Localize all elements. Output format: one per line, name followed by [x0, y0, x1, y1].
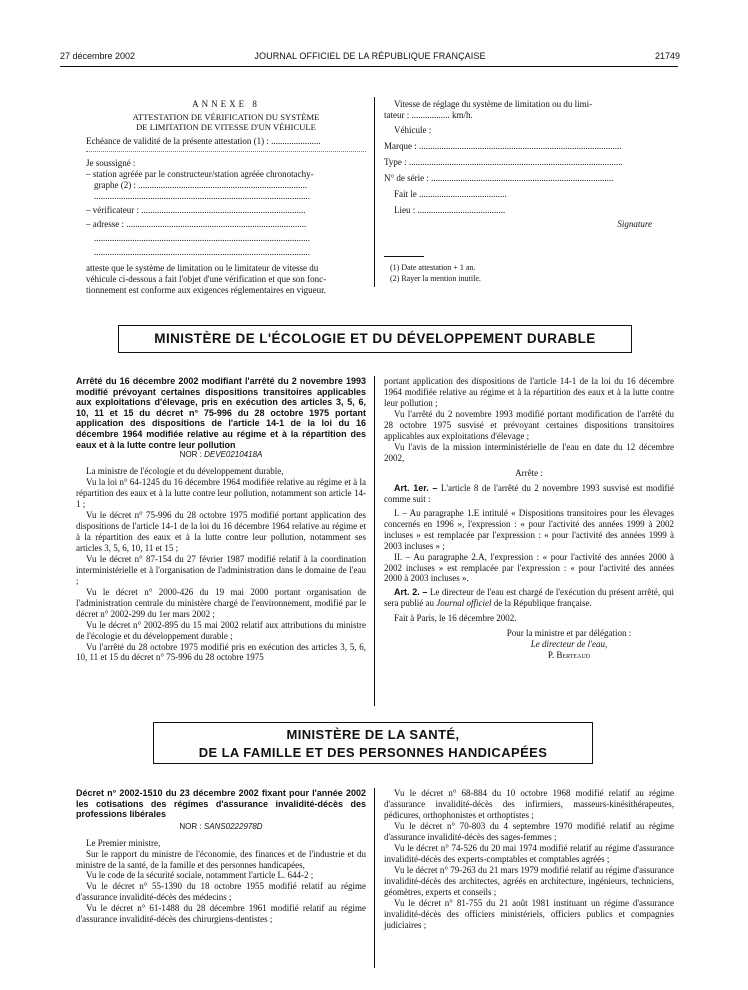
arrete-para-arrete-1993: Vu l'arrêté du 2 novembre 1993 modifié portant modification de l'arrêté du 28 octobre 1975 susvisé et prévoyant certaines dispositions transitoires applicables aux exploitations d'élevage ;	[384, 408, 674, 441]
ministry-title-ecologie: MINISTÈRE DE L'ÉCOLOGIE ET DU DÉVELOPPEMENT DURABLE	[154, 331, 596, 346]
annexe-type: Type : ...............................................................................................	[384, 156, 623, 167]
arrete-fait-a-paris: Fait à Paris, le 16 décembre 2002.	[394, 613, 517, 624]
annexe-title: ANNEXE 8	[192, 99, 260, 109]
arrete-article-1-ii: II. – Au paragraphe 2.A, l'expression : « pour l'activité des années 2000 à 2002 incluses » est remplacée par l'expression : « pour l'activité des années 2000 à 2003 incluses ».	[384, 551, 674, 584]
annexe-lieu: Lieu : .......................................	[394, 204, 506, 215]
arrete-article-2	[384, 587, 674, 609]
annexe-separator	[86, 151, 366, 152]
arrete-article-1-i: I. – Au paragraphe 1.E intitulé « Dispositions transitoires pour les élevages concernés en 1996 », l'expression : « pour l'activité des années 1999 à 2002 incluses » est remplacée par l'expression : « pour l'activité des années 1999 à 2003 incluses » ;	[384, 507, 674, 551]
article-1-label: Art. 1er. –	[394, 482, 438, 493]
decret-para-61-1488: Vu le décret n° 61-1488 du 28 décembre 1961 modifié relatif au régime d'assurance invalidité-décès des chirurgiens-dentistes ;	[76, 903, 366, 925]
decret-para-70-803: Vu le décret n° 70-803 du 4 septembre 1970 modifié relatif au régime d'assurance invalidité-décès des sages-femmes ;	[384, 820, 674, 842]
annexe-dots-1: ................................................................................................	[94, 190, 310, 201]
arrete-left-column	[76, 376, 366, 663]
arrete-signatory: P. Berteaud	[547, 650, 591, 661]
arrete-title: Arrêté du 16 décembre 2002 modifiant l'arrêté du 2 novembre 1993 modifié prévoyant certaines dispositions transitoires applicables aux exploitations d'élevage, pris en exécution des articles 3, 5, 6, 10, 11 et 15 du décret n° 75-996 du 28 octobre 1975 portant application des dispositions de l'article 14-1 de la loi du 16 décembre 1964 modifiée relative au régime et à la répartition des eaux et à la lutte contre leur pollution	[76, 376, 366, 450]
decret-para-79-263: Vu le décret n° 79-263 du 21 mars 1979 modifié relatif au régime d'assurance invalidité-décès des architectes, agréés en architecture, ingénieurs, techniciens, géomètres, experts et conseils ;	[384, 864, 674, 897]
decret-para-premier-ministre: Le Premier ministre,	[86, 837, 161, 848]
decret-para-rapport: Sur le rapport du ministre de l'économie, des finances et de l'industrie et du ministre de la santé, de la famille et des personnes handicapées,	[76, 848, 366, 870]
annexe-subtitle-2: DE LIMITATION DE VITESSE D'UN VÉHICULE	[136, 122, 316, 133]
arrete-para-arrete-1975: Vu l'arrêté du 28 octobre 1975 modifié pris en exécution des articles 3, 5, 6, 10, 11 et 15 du décret n° 75-996 du 28 octobre 1975	[76, 641, 366, 663]
column-divider-3	[374, 788, 375, 968]
header-rule	[60, 66, 678, 67]
ministry-title-sante-2: DE LA FAMILLE ET DES PERSONNES HANDICAPÉES	[198, 745, 548, 761]
annexe-subtitle-1: ATTESTATION DE VÉRIFICATION DU SYSTÈME	[132, 111, 320, 122]
decret-right-column	[384, 788, 674, 931]
header-page-number: 21749	[654, 51, 680, 61]
annexe-footnote-1: (1) Date attestation + 1 an.	[390, 262, 476, 272]
header-journal-title: JOURNAL OFFICIEL DE LA RÉPUBLIQUE FRANÇAISE	[254, 51, 486, 61]
annexe-serie: N° de série : .................................................................................	[384, 172, 614, 183]
column-divider-2	[374, 376, 375, 706]
annexe-adresse: – adresse : ................................................................................	[86, 218, 307, 229]
decret-left-column	[76, 788, 366, 925]
annexe-vehicule: Véhicule :	[394, 124, 432, 135]
decret-para-55-1390: Vu le décret n° 55-1390 du 18 octobre 1955 modifié relatif au régime d'assurance invalidité-décès des médecins ;	[76, 881, 366, 903]
arrete-para-decret-2000: Vu le décret n° 2000-426 du 19 mai 2000 portant organisation de l'administration centrale du ministère chargé de l'environnement, modifié par le décret n° 2002-299 du 1er mars 2002 ;	[76, 586, 366, 619]
annexe-dots-2: ................................................................................................	[94, 232, 310, 243]
annexe-graphe: graphe (2) : ...........................................................................	[94, 179, 307, 190]
decret-para-74-526: Vu le décret n° 74-526 du 20 mai 1974 modifié relatif au régime d'assurance invalidité-décès des experts-comptables et comptables agréés ;	[384, 842, 674, 864]
article-2-text-b: de la République française.	[491, 598, 592, 609]
arrete-nor-label: NOR :	[179, 450, 202, 460]
arrete-para-continuation: portant application des dispositions de l'article 14-1 de la loi du 16 décembre 1964 modifiée relative au régime et à la répartition des eaux et à la lutte contre leur pollution ;	[384, 376, 674, 408]
arrete-article-1	[384, 483, 674, 505]
arrete-para-ministre: La ministre de l'écologie et du développement durable,	[86, 466, 284, 477]
ministry-banner-ecologie	[118, 325, 632, 353]
annexe-footnote-2: (2) Rayer la mention inutile.	[390, 274, 481, 284]
article-2-label: Art. 2. –	[394, 587, 428, 598]
ministry-title-sante-1: MINISTÈRE DE LA SANTÉ,	[286, 727, 460, 742]
annexe-attest-1: atteste que le système de limitation ou le limitateur de vitesse du	[86, 262, 319, 273]
arrete-delegation: Pour la ministre et par délégation :	[506, 628, 632, 639]
column-divider-1	[374, 97, 375, 287]
arrete-para-decret-87: Vu le décret n° 87-154 du 27 février 1987 modifié relatif à la coordination interministérielle et à l'organisation de l'administration dans le domaine de l'eau ;	[76, 553, 366, 586]
annexe-validity: Echéance de validité de la présente attestation (1) : ......................	[86, 135, 321, 146]
arrete-nor-code: DEVE0210418A	[204, 450, 263, 460]
article-1-text: L'article 8 de l'arrêté du 2 novembre 1993 susvisé est modifié comme suit :	[384, 482, 674, 504]
annexe-vitesse-1: Vitesse de réglage du système de limitation ou du limi-	[394, 99, 593, 109]
arrete-para-decret-75: Vu le décret n° 75-996 du 28 octobre 1975 modifié portant application des dispositions de l'article 14-1 de la loi du 16 décembre 1964 relative au régime et à la répartition des eaux et à la lutte contre leur pollution, notamment ses articles 3, 5, 6, 10, 11 et 15 ;	[76, 509, 366, 553]
annexe-left-column	[86, 99, 366, 296]
header-date: 27 décembre 2002	[60, 51, 136, 61]
footnote-rule	[384, 256, 424, 257]
annexe-marque: Marque : ..........................................................................................	[384, 140, 622, 151]
decret-nor-label: NOR :	[179, 821, 202, 831]
arrete-arrete-heading: Arrête :	[515, 467, 543, 478]
annexe-verificateur: – vérificateur : .........................................................................	[86, 204, 306, 215]
decret-nor	[76, 822, 366, 832]
decret-para-code: Vu le code de la sécurité sociale, notamment l'article L. 644-2 ;	[86, 870, 314, 881]
decret-title: Décret n° 2002-1510 du 23 décembre 2002 fixant pour l'année 2002 les cotisations des régimes d'assurance invalidité-décès des professions libérales	[76, 788, 366, 820]
running-header	[60, 51, 680, 65]
annexe-right-column	[384, 99, 670, 284]
decret-nor-code: SANS0222978D	[203, 821, 263, 831]
ministry-banner-sante	[153, 722, 593, 764]
annexe-dots-3: ................................................................................................	[94, 246, 310, 257]
arrete-directeur: Le directeur de l'eau,	[530, 639, 608, 650]
annexe-station: – station agréée par le constructeur/station agréée chronotachy-	[86, 168, 314, 179]
annexe-fait-le: Fait le .......................................	[394, 188, 507, 199]
annexe-soussigne: Je soussigné :	[86, 157, 136, 168]
arrete-right-column	[384, 376, 674, 661]
decret-para-68-884: Vu le décret n° 68-884 du 10 octobre 1968 modifié relatif au régime d'assurance invalidité-décès des infirmiers, masseurs-kinésithérapeutes, pédicures, orthophonistes et orthoptistes ;	[384, 788, 674, 820]
arrete-para-decret-2002: Vu le décret n° 2002-895 du 15 mai 2002 relatif aux attributions du ministre de l'écologie et du développement durable ;	[76, 619, 366, 641]
article-2-text-a: Le directeur de l'eau est chargé de l'exécution du présent arrêté, qui sera publié au	[384, 587, 675, 609]
arrete-para-avis: Vu l'avis de la mission interministérielle de l'eau en date du 12 décembre 2002,	[384, 441, 674, 463]
annexe-signature: Signature	[617, 218, 652, 229]
annexe-attest-3: tionnement est conforme aux exigences réglementaires en vigueur.	[86, 284, 326, 295]
annexe-vitesse-2: tateur : ................. km/h.	[384, 109, 473, 120]
article-2-journal-officiel: Journal officiel	[436, 598, 492, 609]
decret-para-81-755: Vu le décret n° 81-755 du 21 août 1981 instituant un régime d'assurance invalidité-décès des officiers ministériels, officiers publics et compagnies judiciaires ;	[384, 897, 674, 930]
arrete-nor	[76, 450, 366, 460]
annexe-attest-2: véhicule ci-dessous a fait l'objet d'une vérification et que son fonc-	[86, 273, 327, 284]
arrete-para-loi: Vu la loi n° 64-1245 du 16 décembre 1964 modifiée relative au régime et à la répartition des eaux et à la lutte contre leur pollution, notamment son article 14-1 ;	[76, 476, 366, 509]
